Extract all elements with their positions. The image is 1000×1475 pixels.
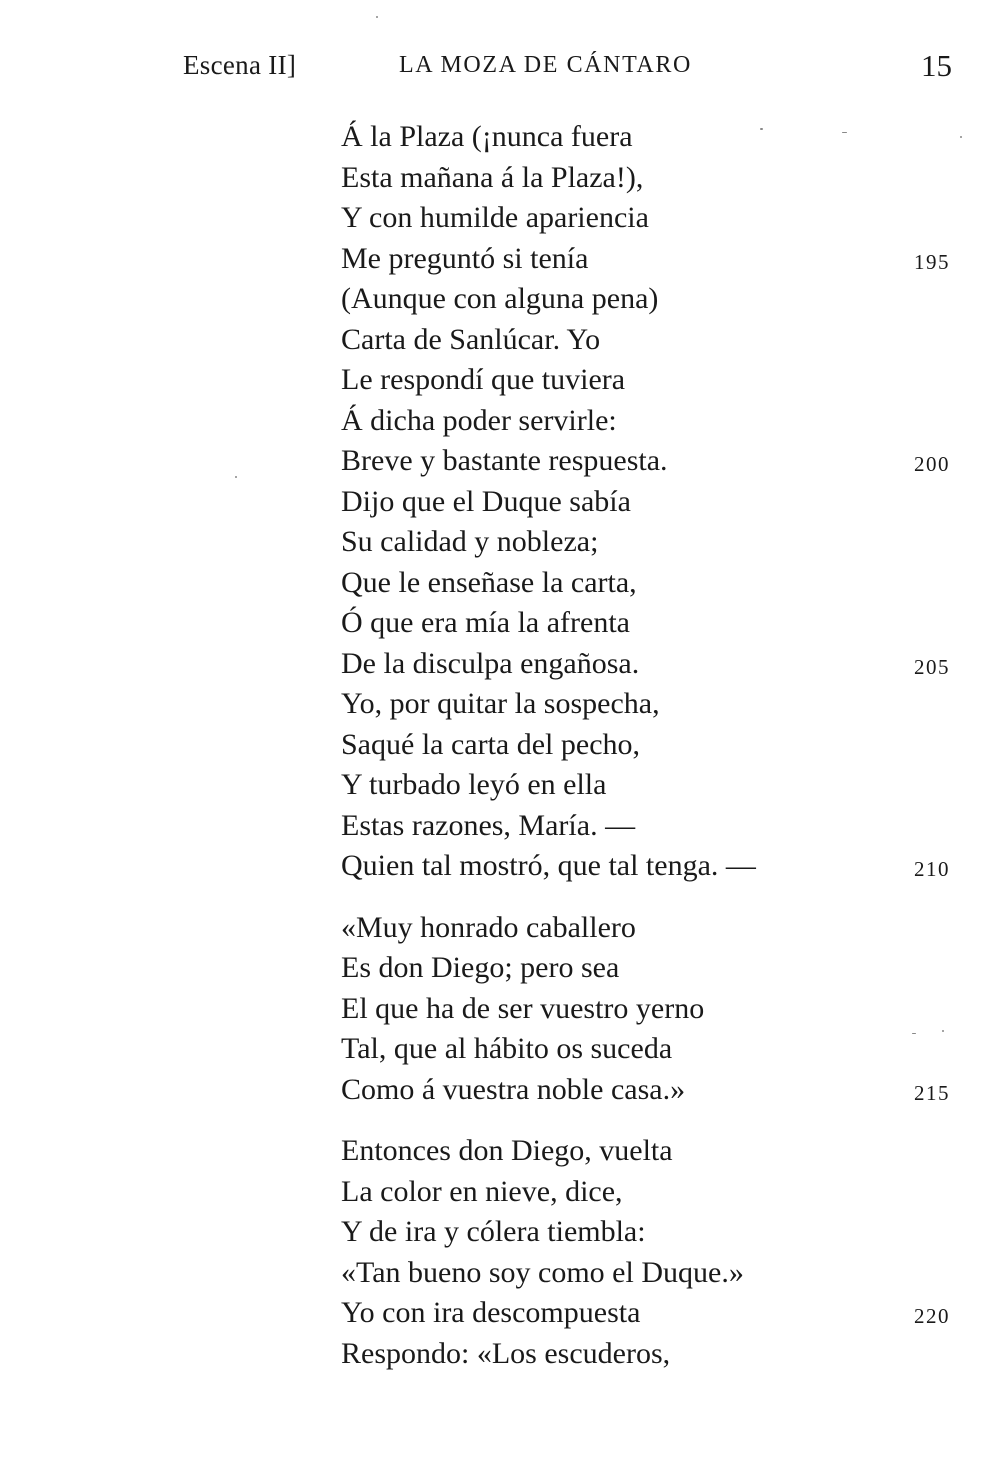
verse-text: Á la Plaza (¡nunca fuera — [341, 120, 633, 153]
stanza — [0, 908, 1000, 1111]
verse-line — [0, 482, 1000, 523]
scan-speck — [960, 136, 962, 138]
page-number: 15 — [921, 48, 952, 83]
verse-text: Ó que era mía la afrenta — [341, 606, 630, 639]
verse-text: Como á vuestra noble casa.» — [341, 1072, 686, 1106]
verse-line — [0, 1070, 1000, 1111]
verse-text: Breve y bastante respuesta. — [341, 444, 668, 477]
verse-line — [0, 1029, 1000, 1070]
verse-line — [0, 989, 1000, 1030]
verse-line — [0, 117, 1000, 158]
verse-line — [0, 1172, 1000, 1213]
verse-line — [0, 563, 1000, 604]
verse-line — [0, 1253, 1000, 1294]
verse-text: Dijo que el Duque sabía — [341, 484, 631, 518]
verse-line — [0, 846, 1000, 887]
line-number: 210 — [914, 857, 950, 881]
verse-text: De la disculpa engañosa. — [341, 646, 640, 680]
verse-text: Su calidad y nobleza; — [341, 525, 599, 558]
verse-line — [0, 401, 1000, 442]
scan-speck — [376, 16, 378, 18]
stanza — [0, 1131, 1000, 1374]
verse-line — [0, 1212, 1000, 1253]
verse-line — [0, 1334, 1000, 1375]
verse-text: Saqué la carta del pecho, — [341, 727, 641, 761]
verse-line — [0, 765, 1000, 806]
poem-body — [0, 117, 1000, 1374]
verse-text: Me preguntó si tenía — [341, 241, 589, 275]
verse-text: Esta mañana á la Plaza!), — [341, 160, 644, 194]
book-title: LA MOZA DE CÁNTARO — [399, 52, 692, 78]
verse-text: Y de ira y cólera tiembla: — [341, 1215, 646, 1248]
verse-text: Entonces don Diego, vuelta — [341, 1134, 673, 1167]
line-number: 195 — [914, 249, 950, 274]
verse-text: Le respondí que tuviera — [341, 363, 626, 396]
scan-speck — [760, 128, 763, 130]
verse-line — [0, 948, 1000, 989]
verse-text: Yo con ira descompuesta — [341, 1296, 641, 1329]
scan-speck — [235, 476, 237, 478]
verse-line — [0, 320, 1000, 361]
verse-line — [0, 725, 1000, 766]
verse-text: Quien tal mostró, que tal tenga. — — [341, 849, 756, 882]
verse-line — [0, 603, 1000, 644]
scan-speck — [842, 132, 847, 133]
verse-line — [0, 1131, 1000, 1172]
verse-text: Yo, por quitar la sospecha, — [341, 687, 660, 720]
verse-text: «Tan bueno soy como el Duque.» — [341, 1255, 744, 1289]
verse-text: El que ha de ser vuestro yerno — [341, 991, 705, 1025]
verse-text: Carta de Sanlúcar. Yo — [341, 322, 601, 356]
verse-line — [0, 158, 1000, 199]
verse-line — [0, 360, 1000, 401]
line-number: 220 — [914, 1304, 950, 1328]
stanza — [0, 117, 1000, 887]
verse-line — [0, 239, 1000, 280]
verse-text: Á dicha poder servirle: — [341, 403, 617, 437]
verse-line — [0, 644, 1000, 685]
verse-line — [0, 441, 1000, 482]
verse-text: Estas razones, María. — — [341, 808, 636, 842]
verse-line — [0, 198, 1000, 239]
verse-line — [0, 806, 1000, 847]
scene-label: Escena II] — [183, 50, 297, 80]
line-number: 200 — [914, 452, 950, 476]
verse-line — [0, 279, 1000, 320]
line-number: 215 — [914, 1080, 950, 1105]
verse-text: (Aunque con alguna pena) — [341, 282, 659, 315]
verse-text: Tal, que al hábito os suceda — [341, 1032, 673, 1065]
scan-speck — [912, 1033, 916, 1034]
verse-line — [0, 522, 1000, 563]
verse-text: Que le enseñase la carta, — [341, 565, 637, 599]
verse-text: La color en nieve, dice, — [341, 1174, 623, 1208]
verse-line — [0, 684, 1000, 725]
verse-line — [0, 1293, 1000, 1334]
verse-text: Y turbado leyó en ella — [341, 768, 607, 801]
verse-line — [0, 908, 1000, 949]
scan-speck — [942, 1030, 944, 1032]
verse-text: «Muy honrado caballero — [341, 910, 636, 944]
verse-text: Y con humilde apariencia — [341, 201, 649, 234]
running-header — [0, 46, 1000, 86]
verse-text: Respondo: «Los escuderos, — [341, 1336, 671, 1370]
verse-text: Es don Diego; pero sea — [341, 951, 620, 984]
line-number: 205 — [914, 654, 950, 679]
